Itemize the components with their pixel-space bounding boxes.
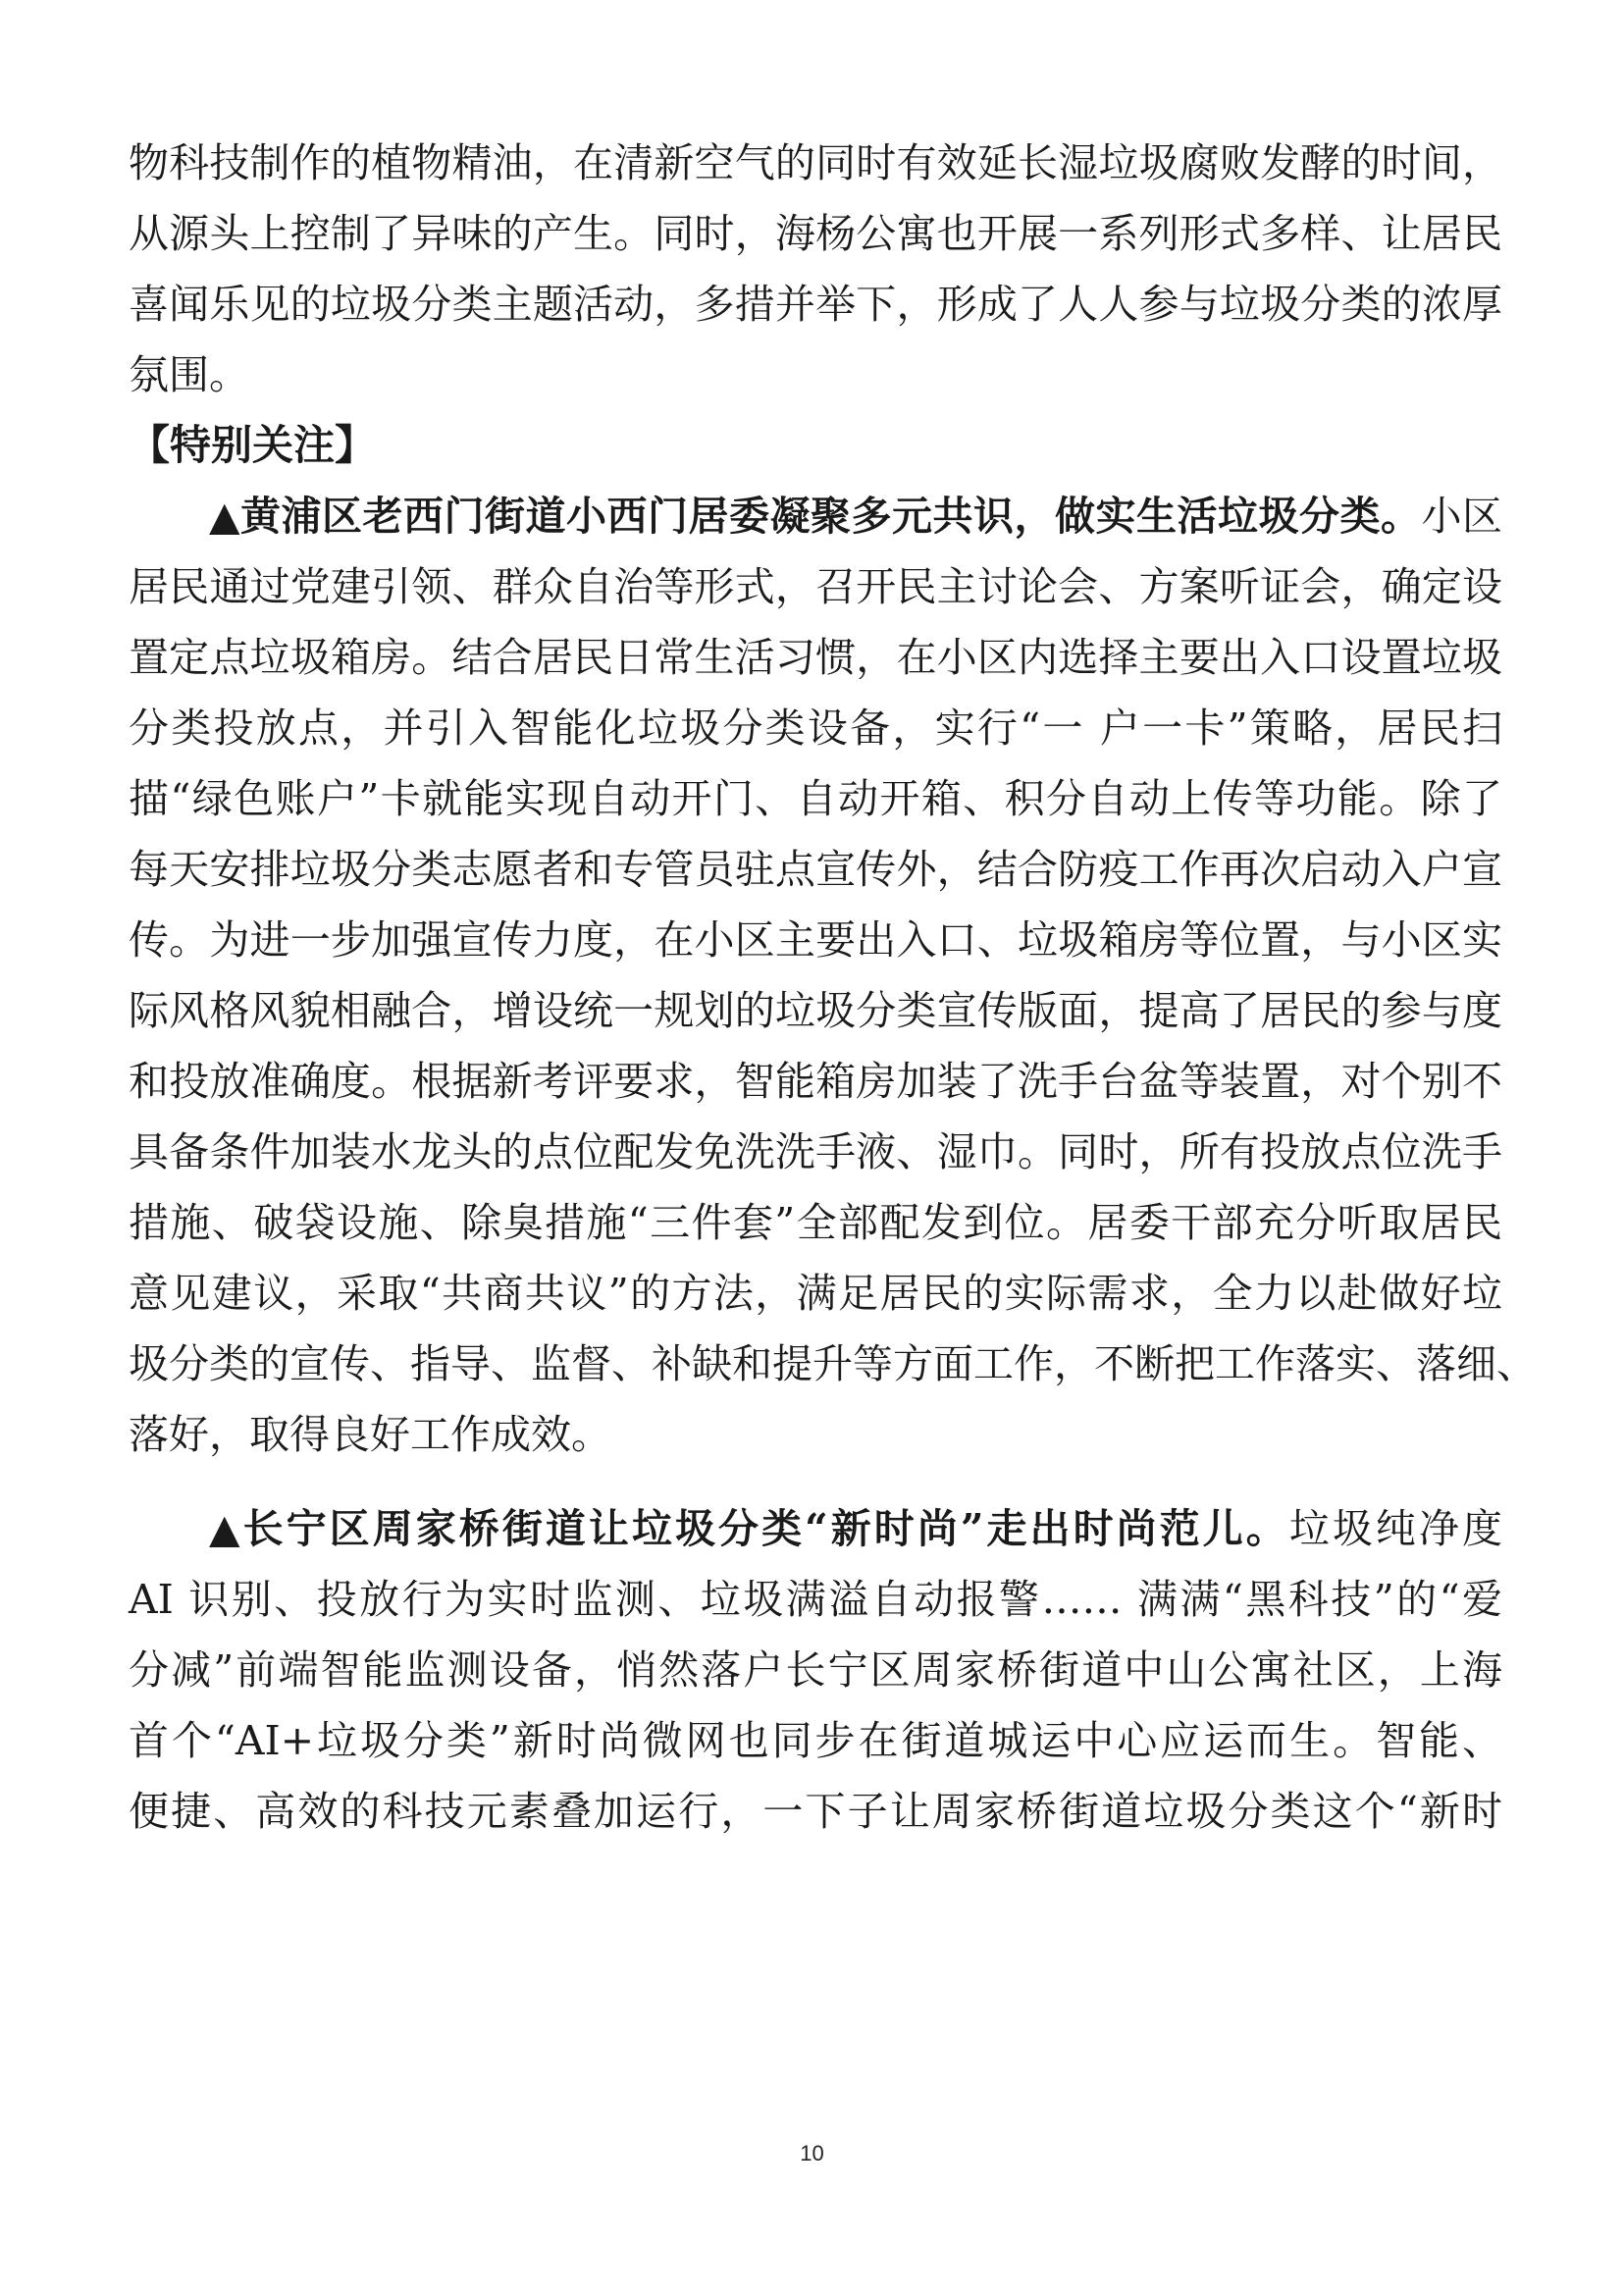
huangpu-line: 描“绿色账户”卡就能实现自动开门、自动开箱、积分自动上传等功能。除了 xyxy=(129,775,1502,822)
huangpu-line: 居民通过党建引领、群众自治等形式，召开民主讨论会、方案听证会，确定设 xyxy=(129,563,1502,610)
huangpu-line: 措施、破袋设施、除臭措施“三件套”全部配发到位。居委干部充分听取居民 xyxy=(129,1199,1502,1246)
huangpu-line: 每天安排垃圾分类志愿者和专管员驻点宣传外，结合防疫工作再次启动入户宣 xyxy=(129,846,1502,893)
huangpu-line: 意见建议，采取“共商共议”的方法，满足居民的实际需求，全力以赴做好垃 xyxy=(129,1270,1502,1317)
huangpu-first-line xyxy=(209,493,1502,540)
intro-line-4: 氛围。 xyxy=(129,351,249,398)
page-number: 10 xyxy=(800,2141,824,2165)
huangpu-first-line-rest: 小区 xyxy=(1421,493,1502,540)
huangpu-line: 圾分类的宣传、指导、监督、补缺和提升等方面工作，不断把工作落实、落细、 xyxy=(129,1340,1537,1387)
huangpu-line: 置定点垃圾箱房。结合居民日常生活习惯，在小区内选择主要出入口设置垃圾 xyxy=(129,634,1502,681)
huangpu-line: 具备条件加装水龙头的点位配发免洗洗手液、湿巾。同时，所有投放点位洗手 xyxy=(129,1128,1502,1175)
huangpu-line: 落好，取得良好工作成效。 xyxy=(129,1411,611,1458)
changning-line: 便捷、高效的科技元素叠加运行，一下子让周家桥街道垃圾分类这个“新时 xyxy=(129,1788,1502,1835)
intro-line-1: 物科技制作的植物精油，在清新空气的同时有效延长湿垃圾腐败发酵的时间， xyxy=(129,139,1502,186)
huangpu-line: 际风格风貌相融合，增设统一规划的垃圾分类宣传版面，提高了居民的参与度 xyxy=(129,987,1502,1034)
huangpu-title: ▲黄浦区老西门街道小西门居委凝聚多元共识，做实生活垃圾分类。 xyxy=(209,493,1422,540)
huangpu-line: 传。为进一步加强宣传力度，在小区主要出入口、垃圾箱房等位置，与小区实 xyxy=(129,916,1502,964)
changning-line: AI 识别、投放行为实时监测、垃圾满溢自动报警…… 满满“黑科技”的“爱 xyxy=(129,1576,1502,1623)
intro-line-2: 从源头上控制了异味的产生。同时，海杨公寓也开展一系列形式多样、让居民 xyxy=(129,210,1502,257)
intro-line-3: 喜闻乐见的垃圾分类主题活动，多措并举下，形成了人人参与垃圾分类的浓厚 xyxy=(129,281,1502,328)
section-heading: 【特别关注】 xyxy=(129,421,377,469)
changning-line: 首个“AI+垃圾分类”新时尚微网也同步在街道城运中心应运而生。智能、 xyxy=(129,1717,1502,1764)
changning-first-line-rest: 垃圾纯净度 xyxy=(1288,1505,1503,1552)
changning-title: ▲长宁区周家桥街道让垃圾分类“新时尚”走出时尚范儿。 xyxy=(209,1505,1289,1552)
huangpu-line: 和投放准确度。根据新考评要求，智能箱房加装了洗手台盆等装置，对个别不 xyxy=(129,1058,1502,1105)
changning-first-line xyxy=(209,1505,1502,1552)
changning-line: 分减”前端智能监测设备，悄然落户长宁区周家桥街道中山公寓社区，上海 xyxy=(129,1646,1502,1694)
huangpu-line: 分类投放点，并引入智能化垃圾分类设备，实行“一 户一卡”策略，居民扫 xyxy=(129,704,1502,752)
